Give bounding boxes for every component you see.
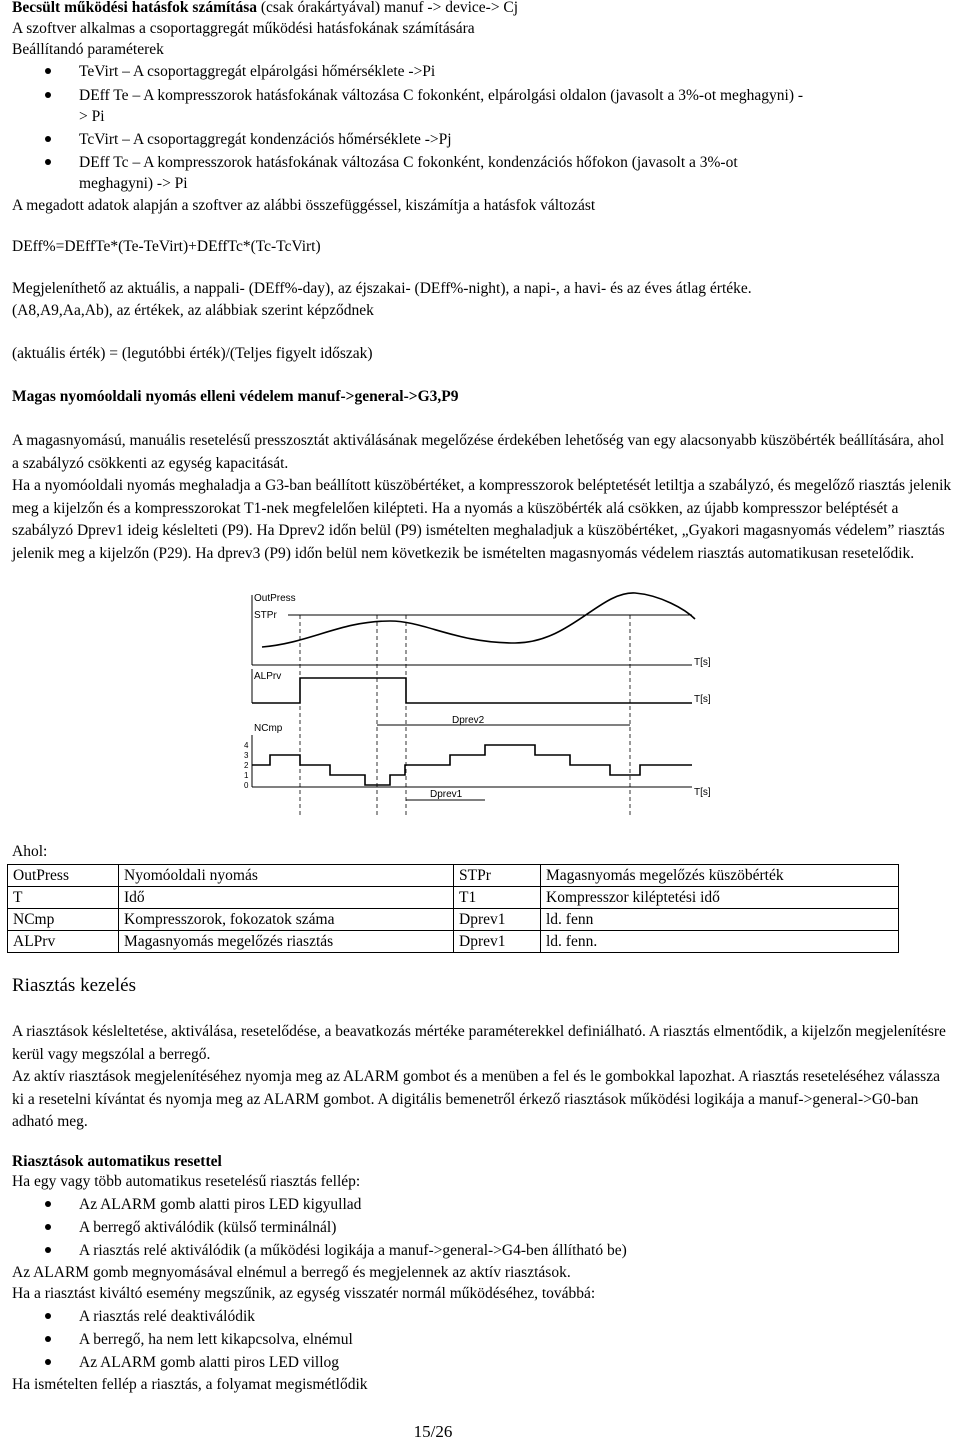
table-row bbox=[8, 887, 899, 909]
dprev1-label: Dprev1 bbox=[430, 789, 463, 800]
dprev2-label: Dprev2 bbox=[452, 715, 485, 726]
outpress-label: OutPress bbox=[254, 593, 296, 604]
param-bullet-4-cont: meghagyni) -> Pi bbox=[79, 175, 188, 192]
table-cell: T bbox=[8, 887, 119, 909]
auto-reset-bullet-b3: Az ALARM gomb alatti piros LED villog bbox=[79, 1354, 340, 1371]
param-bullet-2-cont: > Pi bbox=[79, 108, 105, 125]
auto-reset-end: Ha ismételten fellép a riasztás, a folyamat megismétlődik bbox=[12, 1376, 368, 1393]
alarm-handling-para1: A riasztások késleltetése, aktiválása, resetelődése, a beavatkozás mértéke paraméterekkel definiálható. A riasztás elmentődik, a kijelzőn megjelenítésre kerül vagy megszólal a berregő. bbox=[12, 1023, 946, 1063]
auto-reset-mid2: Ha a riasztást kiváltó esemény megszűnik, az egység visszatér normál működéséhez, továbbá: bbox=[12, 1285, 596, 1302]
auto-reset-mid1: Az ALARM gomb megnyomásával elnémul a berregő és megjelennek az aktív riasztások. bbox=[12, 1264, 571, 1281]
actual-value-formula: (aktuális érték) = (legutóbbi érték)/(Teljes figyelt időszak) bbox=[12, 345, 373, 362]
table-cell: Magasnyomás megelőzés riasztás bbox=[119, 931, 454, 953]
auto-reset-intro: Ha egy vagy több automatikus resetelésű riasztás fellép: bbox=[12, 1173, 361, 1190]
bullet-dot bbox=[42, 1331, 54, 1343]
bullet-dot bbox=[42, 131, 54, 143]
bullet-dot bbox=[42, 87, 54, 99]
table-cell: Magasnyomás megelőzés küszöbérték bbox=[541, 865, 899, 887]
bullet-dot bbox=[42, 1219, 54, 1231]
efficiency-display-line1: Megjeleníthető az aktuális, a nappali- (DEff%-day), az éjszakai- (DEff%-night), a napi-, a havi- és az éves átlag értéke. bbox=[12, 280, 752, 297]
auto-reset-bullet-a3: A riasztás relé aktiválódik (a működési logikája a manuf->general->G4-ben állítható be) bbox=[79, 1242, 627, 1259]
alprv-label: ALPrv bbox=[254, 671, 282, 682]
param-bullet-4: DEff Tc – A kompresszorok hatásfokának változása C fokonként, kondenzációs hőfokon (javasolt a 3%-ot bbox=[79, 154, 738, 171]
table-cell: ld. fenn. bbox=[541, 931, 899, 953]
param-bullet-1: TeVirt – A csoportaggregát elpárolgási hőmérséklete ->Pi bbox=[79, 63, 436, 80]
alprv-signal bbox=[252, 678, 692, 703]
table-cell: Idő bbox=[119, 887, 454, 909]
efficiency-display-line2: (A8,A9,Aa,Ab), az értékek, az alábbiak szerint képződnek bbox=[12, 302, 374, 319]
auto-reset-bullet-b2: A berregő, ha nem lett kikapcsolva, elnémul bbox=[79, 1331, 353, 1348]
time-label-3: T[s] bbox=[694, 787, 711, 798]
ncmp-level-0: 0 bbox=[244, 781, 249, 790]
ncmp-level-2: 2 bbox=[244, 761, 249, 770]
efficiency-line2: A szoftver alkalmas a csoportaggregát működési hatásfokának számítására bbox=[12, 20, 475, 37]
bullet-dot bbox=[42, 63, 54, 75]
legend-caption: Ahol: bbox=[12, 843, 48, 860]
ncmp-level-3: 3 bbox=[244, 751, 249, 760]
table-cell: ALPrv bbox=[8, 931, 119, 953]
bullet-dot bbox=[42, 1354, 54, 1366]
table-cell: ld. fenn bbox=[541, 909, 899, 931]
table-cell: OutPress bbox=[8, 865, 119, 887]
section-title-high-pressure: Magas nyomóoldali nyomás elleni védelem manuf->general->G3,P9 bbox=[12, 388, 459, 405]
efficiency-title-rest: (csak órakártyával) manuf -> device-> Cj bbox=[257, 0, 519, 16]
param-bullet-2: DEff Te – A kompresszorok hatásfokának változása C fokonként, elpárolgási oldalon (javasolt a 3%-ot meghagyni) - bbox=[79, 87, 804, 104]
auto-reset-bullet-a1: Az ALARM gomb alatti piros LED kigyullad bbox=[79, 1196, 362, 1213]
table-cell: NCmp bbox=[8, 909, 119, 931]
section-title-efficiency bbox=[12, 0, 954, 18]
param-bullet-3: TcVirt – A csoportaggregát kondenzációs hőmérséklete ->Pj bbox=[79, 131, 452, 148]
efficiency-line3: Beállítandó paraméterek bbox=[12, 41, 164, 58]
time-label-2: T[s] bbox=[694, 694, 711, 705]
high-pressure-timing-diagram bbox=[240, 585, 720, 830]
alarm-handling-para2: Az aktív riasztások megjelenítéséhez nyomja meg az ALARM gombot és a menüben a fel és le gombokkal lapozhat. A riasztás reseteléséhez válassza ki a resetelni kívántat és nyomja meg az ALARM gombot. A digitális bemenetről érkező riasztások működési logikája a manuf->general->G0-ban adható meg. bbox=[12, 1068, 940, 1131]
table-cell: Dprev1 bbox=[454, 931, 541, 953]
high-pressure-para2: Ha a nyomóoldali nyomás meghaladja a G3-ban beállított küszöbértéket, a kompresszorok beléptetését letiltja a szabályzó, és megelőző riasztás jelenik meg a kijelzőn és a kompresszorokat T1-nek megfelelően kilépteti. Ha a nyomás a küszöbérték alá csökken, az újabb kompresszor beléptését a szabályzó Dprev1 ideig késlelteti (P9). Ha Dprev2 időn belül (P9) ismételten meghaladjuk a küszöbértéket, „Gyakori magasnyomás védelem” riasztás jelenik meg a kijelzőn (P29). Ha dprev3 (P9) időn belül nem következik be ismételten magasnyomás védelem riasztás automatikusan resetelődik. bbox=[12, 477, 952, 563]
table-row bbox=[8, 909, 899, 931]
table-row bbox=[8, 931, 899, 953]
efficiency-after-bullets: A megadott adatok alapján a szoftver az alábbi összefüggéssel, kiszámítja a hatásfok változást bbox=[12, 197, 596, 214]
table-cell: Nyomóoldali nyomás bbox=[119, 865, 454, 887]
alarm-handling-heading: Riasztás kezelés bbox=[12, 975, 136, 996]
bullet-dot bbox=[42, 154, 54, 166]
auto-reset-bullet-b1: A riasztás relé deaktiválódik bbox=[79, 1308, 256, 1325]
auto-reset-bullet-a2: A berregő aktiválódik (külső terminálnál) bbox=[79, 1219, 337, 1236]
page-number: 15/26 bbox=[413, 1422, 453, 1441]
auto-reset-title: Riasztások automatikus resettel bbox=[12, 1153, 222, 1170]
bullet-dot bbox=[42, 1308, 54, 1320]
table-cell: T1 bbox=[454, 887, 541, 909]
efficiency-formula: DEff%=DEffTe*(Te-TeVirt)+DEffTc*(Tc-TcVirt) bbox=[12, 238, 321, 255]
table-cell: Dprev1 bbox=[454, 909, 541, 931]
bullet-dot bbox=[42, 1196, 54, 1208]
table-cell: Kompresszor kiléptetési idő bbox=[541, 887, 899, 909]
table-cell: STPr bbox=[454, 865, 541, 887]
ncmp-level-4: 4 bbox=[244, 741, 249, 750]
ncmp-signal bbox=[252, 745, 692, 785]
time-label-1: T[s] bbox=[694, 657, 711, 668]
table-row bbox=[8, 865, 899, 887]
table-cell: Kompresszorok, fokozatok száma bbox=[119, 909, 454, 931]
legend-table bbox=[7, 864, 899, 953]
high-pressure-para1: A magasnyomású, manuális resetelésű presszosztát aktiválásának megelőzése érdekében lehetőség van egy alacsonyabb küszöbérték beállítására, ahol a szabályzó csökkenti az egység kapacitását. bbox=[12, 432, 945, 472]
stpr-label: STPr bbox=[254, 610, 277, 621]
ncmp-level-1: 1 bbox=[244, 771, 249, 780]
efficiency-title-bold: Becsült működési hatásfok számítása bbox=[12, 0, 258, 16]
ncmp-label: NCmp bbox=[254, 723, 283, 734]
bullet-dot bbox=[42, 1242, 54, 1254]
